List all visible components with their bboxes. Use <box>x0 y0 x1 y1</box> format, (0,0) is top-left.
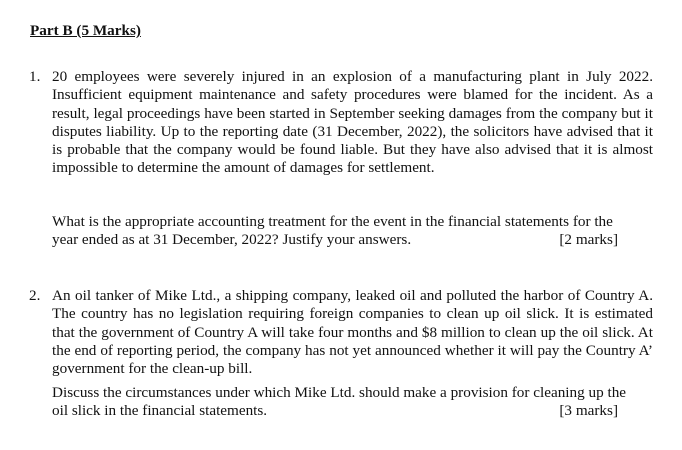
question-2-prompt-line1: Discuss the circumstances under which Mike Ltd. should make a provision for cleaning up the <box>52 384 627 401</box>
question-1-marks: [2 marks] <box>559 231 618 249</box>
question-2-number: 2. <box>29 287 41 304</box>
question-2-scenario: An oil tanker of Mike Ltd., a shipping company, leaked oil and polluted the harbor of Country A. The country has no legislation requiring foreign companies to clean up oil slick. It is estimated that the government of Country A will take four months and $8 million to clean up the oil slick. At the end of reporting period, the company has not yet announced whether it will pay the Country A’ government for the clean-up bill. <box>52 287 653 378</box>
question-2-marks: [3 marks] <box>559 402 618 420</box>
question-1-prompt <box>52 213 653 250</box>
question-2-prompt <box>52 384 653 421</box>
question-2-prompt-line2-row <box>52 402 618 420</box>
section-heading: Part B (5 Marks) <box>30 22 141 39</box>
question-1-number: 1. <box>29 68 41 85</box>
question-1-prompt-line1: What is the appropriate accounting treatment for the event in the financial statements for the <box>52 213 613 230</box>
question-2-prompt-line2: oil slick in the financial statements. <box>52 402 268 420</box>
question-1-scenario: 20 employees were severely injured in an explosion of a manufacturing plant in July 2022. Insufficient equipment maintenance and safety procedures were blamed for the incident. As a result, legal proceedings have been started in September seeking damages from the company but it disputes liability. Up to the reporting date (31 December, 2022), the solicitors have advised that it is probable that the company would be found liable. But they have also advised that it is almost impossible to determine the amount of damages for settlement. <box>52 68 653 177</box>
question-1-prompt-line2: year ended as at 31 December, 2022? Justify your answers. <box>52 231 412 249</box>
question-1-prompt-line2-row <box>52 231 618 249</box>
